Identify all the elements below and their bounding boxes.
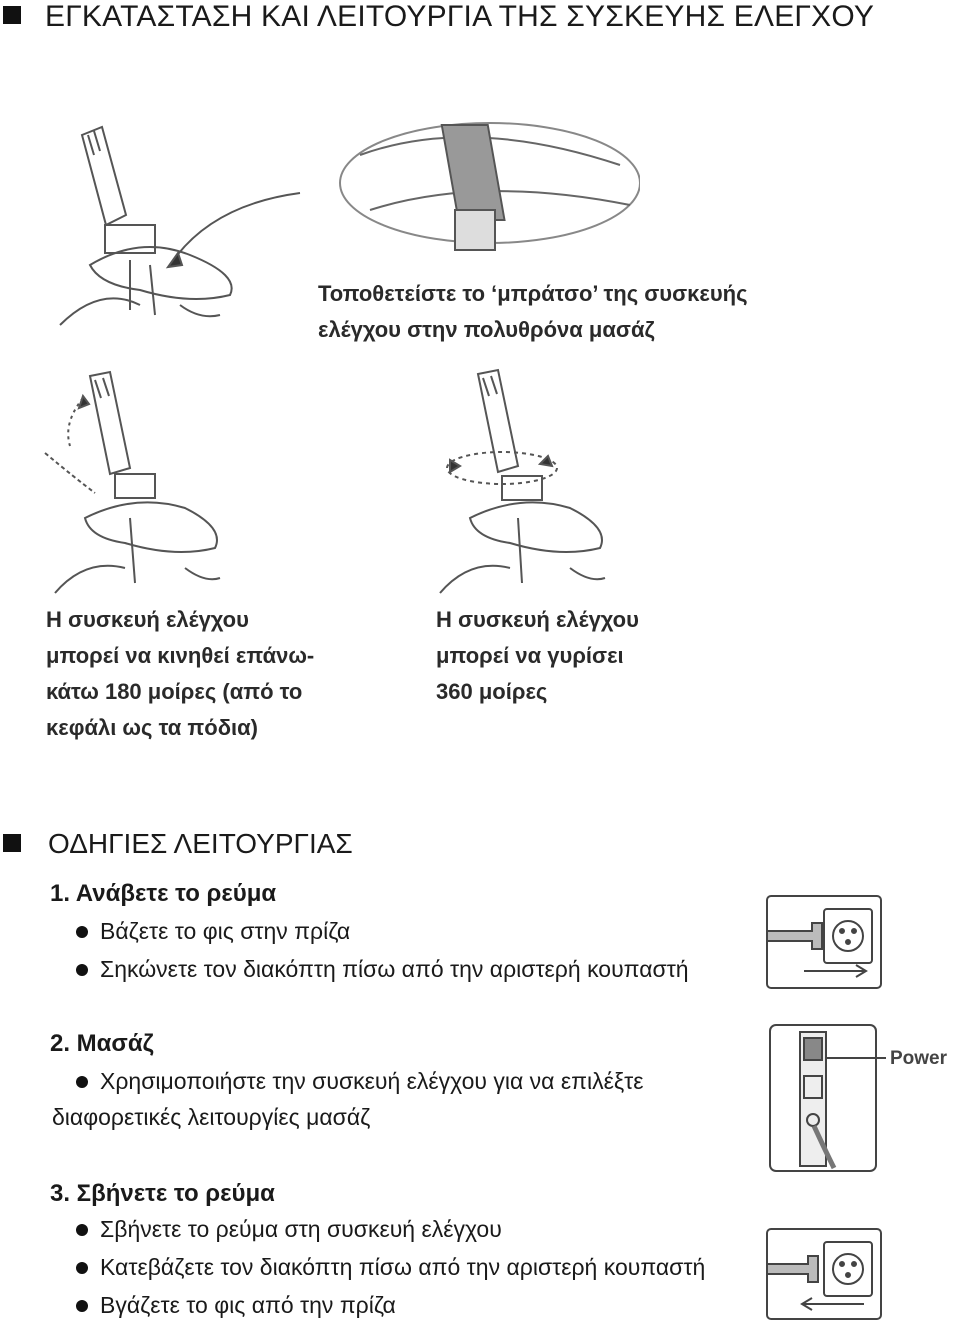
step-1-heading: 1. Ανάβετε το ρεύμα	[50, 880, 277, 907]
round-bullet-icon	[76, 1076, 88, 1088]
step-1-bullet: Βάζετε το φις στην πρίζα	[100, 918, 351, 944]
rotate-illustration	[420, 368, 620, 598]
round-bullet-icon	[76, 1224, 88, 1236]
plug-socket-icon	[764, 1226, 884, 1322]
square-bullet-icon	[3, 834, 21, 852]
step-3-bullet: Σβήνετε το ρεύμα στη συσκευή ελέγχου	[100, 1216, 502, 1242]
step-3-heading: 3. Σβήνετε το ρεύμα	[50, 1180, 275, 1207]
power-label: Power	[890, 1048, 948, 1069]
step-3-bullet: Κατεβάζετε τον διακόπτη πίσω από την αριστερή κουπαστή	[100, 1254, 706, 1280]
round-bullet-icon	[76, 926, 88, 938]
power-switch-icon	[764, 1022, 960, 1174]
tilt-illustration	[35, 368, 235, 598]
step-2-bullet: Χρησιμοποιήστε την συσκευή ελέγχου για να επιλέξτε	[100, 1068, 644, 1094]
round-bullet-icon	[76, 964, 88, 976]
step-2-heading: 2. Μασάζ	[50, 1030, 154, 1057]
step-2-bullet-continued: διαφορετικές λειτουργίες μασάζ	[52, 1104, 371, 1130]
caption-mount: Τοποθετείστε το ‘μπράτσο’ της συσκευής ελέγχου στην πολυθρόνα μασάζ	[318, 281, 748, 342]
step-3-bullet: Βγάζετε το φις από την πρίζα	[100, 1292, 396, 1318]
section-title: ΟΔΗΓΙΕΣ ΛΕΙΤΟΥΡΓΙΑΣ	[48, 828, 353, 859]
round-bullet-icon	[76, 1262, 88, 1274]
square-bullet-icon	[3, 6, 21, 24]
step-1-bullet: Σηκώνετε τον διακόπτη πίσω από την αριστερή κουπαστή	[100, 956, 689, 982]
round-bullet-icon	[76, 1300, 88, 1312]
caption-tilt: Η συσκευή ελέγχου μπορεί να κινηθεί επάνω- κάτω 180 μοίρες (από το κεφάλι ως τα πόδια)	[46, 607, 315, 740]
caption-rotate: Η συσκευή ελέγχου μπορεί να γυρίσει 360 μοίρες	[436, 607, 639, 704]
plug-socket-icon	[764, 893, 884, 991]
page-title: ΕΓΚΑΤΑΣΤΑΣΗ ΚΑΙ ΛΕΙΤΟΥΡΓΙΑ ΤΗΣ ΣΥΣΚΕΥΗΣ ΕΛΕΓΧΟΥ	[45, 0, 875, 33]
